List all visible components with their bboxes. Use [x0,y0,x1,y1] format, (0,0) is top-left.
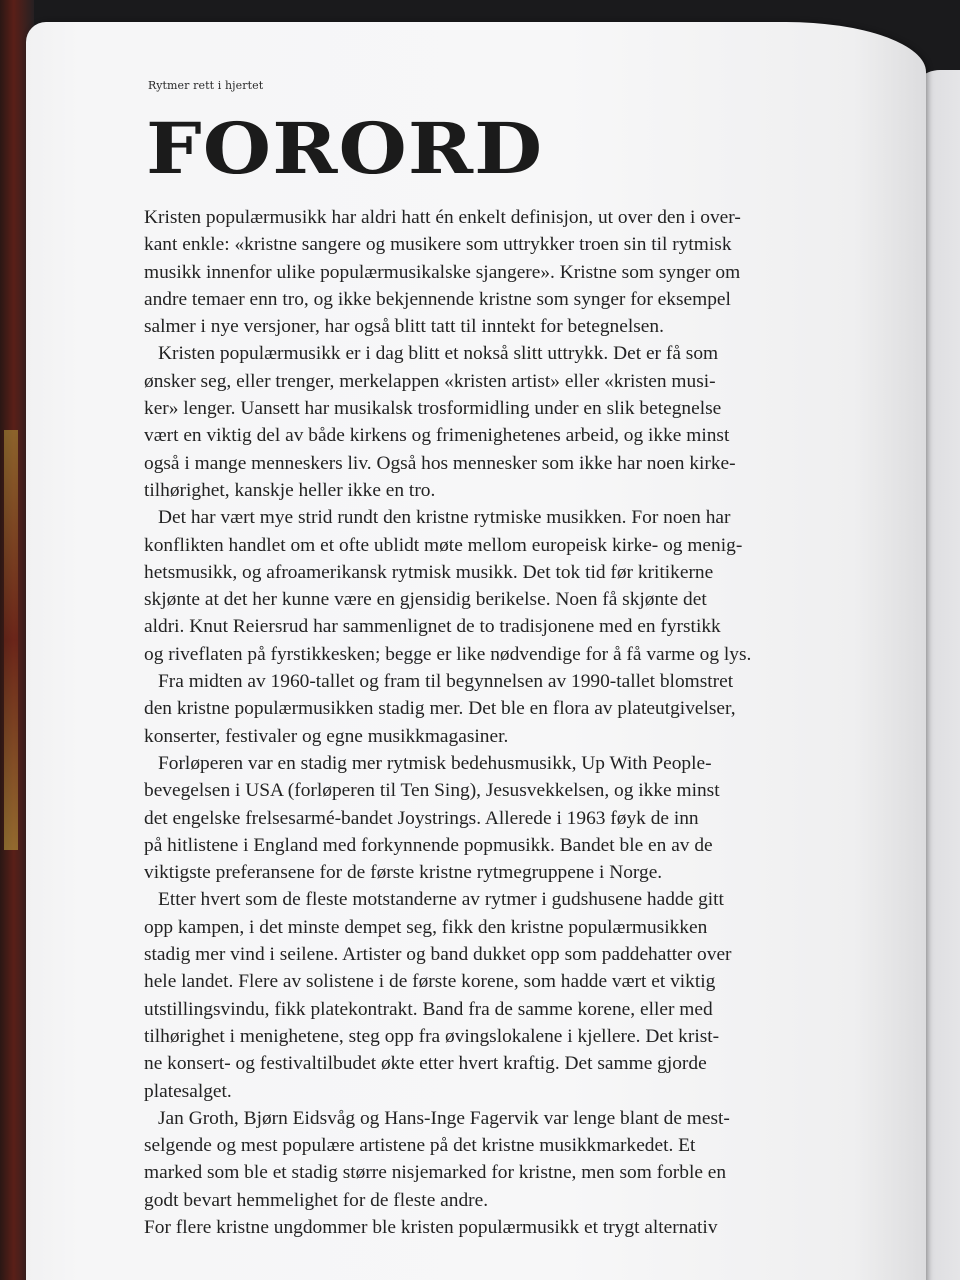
text-line: skjønte at det her kunne være en gjensidig berikelse. Noen få skjønte det [144,589,707,611]
text-line: ne konsert- og festivaltilbudet økte etter hvert kraftig. Det samme gjorde [144,1053,707,1075]
running-head: Rytmer rett i hjertet [148,79,264,92]
text-line: hetsmusikk, og afroamerikansk rytmisk musikk. Det tok tid før kritikerne [144,561,714,583]
text-line: Forløperen var en stadig mer rytmisk bedehusmusikk, Up With People- [158,752,712,774]
text-line: på hitlistene i England med forkynnende popmusikk. Bandet ble en av de [144,834,713,856]
body-text [144,204,824,1241]
text-line: ker» lenger. Uansett har musikalsk trosformidling under en slik betegnelse [144,398,722,420]
text-line: viktigste preferansene for de første kristne rytmegruppene i Norge. [144,862,663,884]
text-line: konserter, festivaler og egne musikkmagasiner. [144,725,509,747]
text-line: andre temaer enn tro, og ikke bekjennende kristne som synger for eksempel [144,288,731,310]
text-line: også i mange menneskers liv. Også hos mennesker som ikke har noen kirke- [144,452,736,474]
text-line: vært en viktig del av både kirkens og frimenighetenes arbeid, og ikke minst [144,425,730,447]
text-line: tilhørighet, kanskje heller ikke en tro. [144,479,436,501]
text-line: godt bevart hemmelighet for de fleste andre. [144,1189,489,1211]
text-line: musikk innenfor ulike populærmusikalske sjangere». Kristne som synger om [144,261,741,283]
text-line: Fra midten av 1960-tallet og fram til begynnelsen av 1990-tallet blomstret [158,671,734,693]
book-spine-decoration [4,430,18,850]
text-line: For flere kristne ungdommer ble kristen populærmusikk et trygt alternativ [144,1216,718,1238]
text-line: Jan Groth, Bjørn Eidsvåg og Hans-Inge Fagervik var lenge blant de mest- [158,1107,730,1129]
text-line: hele landet. Flere av solistene i de første korene, som hadde vært et viktig [144,971,716,993]
text-line: opp kampen, i det minste dempet seg, fikk den kristne populærmusikken [144,916,708,938]
text-line: det engelske frelsesarmé-bandet Joystrings. Allerede i 1963 føyk de inn [144,807,699,829]
text-line: selgende og mest populære artistene på det kristne musikkmarkedet. Et [144,1135,696,1157]
text-line: bevegelsen i USA (forløperen til Ten Sing), Jesusvekkelsen, og ikke minst [144,780,720,802]
text-line: ønsker seg, eller trenger, merkelappen «kristen artist» eller «kristen musi- [144,370,716,392]
text-line: tilhørighet i menighetene, steg opp fra øvingslokalene i kjellere. Det krist- [144,1025,720,1047]
text-line: platesalget. [144,1080,232,1102]
text-line: stadig mer vind i seilene. Artister og band dukket opp som paddehatter over [144,944,732,966]
text-line: salmer i nye versjoner, har også blitt tatt til inntekt for betegnelsen. [144,316,664,338]
text-line: aldri. Knut Reiersrud har sammenlignet de to tradisjonene med en fyrstikk [144,616,721,638]
text-line: Kristen populærmusikk har aldri hatt én enkelt definisjon, ut over den i over- [144,207,741,228]
text-line: kant enkle: «kristne sangere og musikere som uttrykker troen sin til rytmisk [144,234,732,256]
text-line: den kristne populærmusikken stadig mer. Det ble en flora av plateutgivelser, [144,698,736,720]
text-line: konflikten handlet om et ofte ublidt møte mellom europeisk kirke- og menig- [144,534,743,556]
text-line: Kristen populærmusikk er i dag blitt et nokså slitt uttrykk. Det er få som [158,343,719,365]
text-line: Det har vært mye strid rundt den kristne rytmiske musikken. For noen har [158,507,731,529]
text-line: Etter hvert som de fleste motstanderne av rytmer i gudshusene hadde gitt [158,889,724,911]
text-line: utstillingsvindu, fikk platekontrakt. Band fra de samme korene, eller med [144,998,713,1020]
chapter-title: FORORD [146,107,544,190]
text-line: marked som ble et stadig større nisjemarked for kristne, men som forble en [144,1162,727,1184]
text-line: og riveflaten på fyrstikkesken; begge er like nødvendige for å få varme og lys. [144,643,752,665]
